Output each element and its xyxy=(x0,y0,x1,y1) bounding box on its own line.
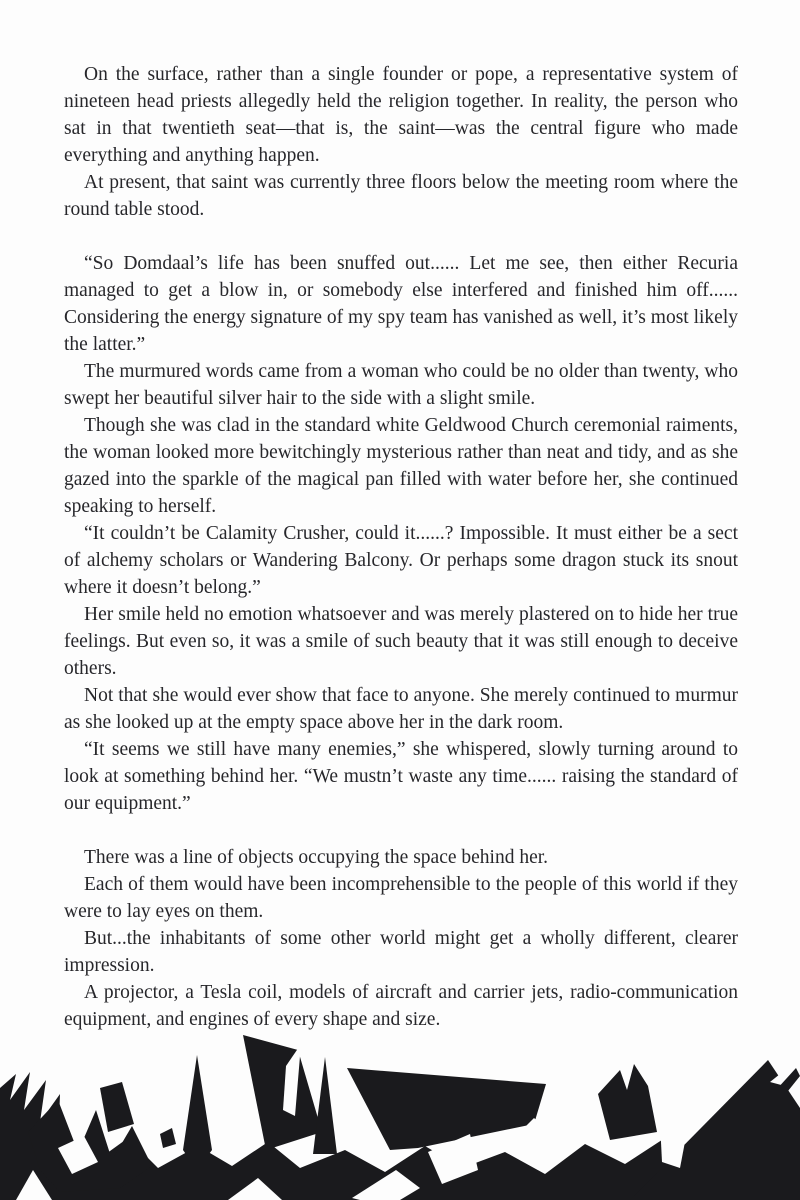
paragraph: “It seems we still have many enemies,” she whispered, slowly turning around to look at something behind her. “We mustn’t waste any time...... raising the standard of our equipment.” xyxy=(64,739,738,814)
paragraph: Her smile held no emotion whatsoever and was merely plastered on to hide her true feelings. But even so, it was a smile of such beauty that it was still enough to deceive others. xyxy=(64,604,738,679)
paragraph: The murmured words came from a woman who could be no older than twenty, who swept her beautiful silver hair to the side with a slight smile. xyxy=(64,361,738,409)
paragraph: At present, that saint was currently three floors below the meeting room where the round table stood. xyxy=(64,172,738,220)
page-text xyxy=(64,61,738,1033)
paragraph: On the surface, rather than a single founder or pope, a representative system of nineteen head priests allegedly held the religion together. In reality, the person who sat in that twentieth seat—that is, the saint—was the central figure who made everything and anything happen. xyxy=(64,64,738,166)
paragraph: But...the inhabitants of some other world might get a wholly different, clearer impression. xyxy=(64,928,738,976)
paragraph: Not that she would ever show that face to anyone. She merely continued to murmur as she looked up at the empty space above her in the dark room. xyxy=(64,685,738,733)
paragraph: Though she was clad in the standard white Geldwood Church ceremonial raiments, the woman looked more bewitchingly mysterious rather than neat and tidy, and as she gazed into the sparkle of the magical pan filled with water before her, she continued speaking to herself. xyxy=(64,415,738,517)
paragraph: A projector, a Tesla coil, models of aircraft and carrier jets, radio-communication equipment, and engines of every shape and size. xyxy=(64,982,738,1030)
paragraph: “It couldn’t be Calamity Crusher, could it......? Impossible. It must either be a sect of alchemy scholars or Wandering Balcony. Or perhaps some dragon stuck its snout where it doesn’t belong.” xyxy=(64,523,738,598)
paragraph: There was a line of objects occupying the space behind her. xyxy=(84,847,549,868)
paragraph: Each of them would have been incomprehensible to the people of this world if they were to lay eyes on them. xyxy=(64,874,738,922)
paragraph: “So Domdaal’s life has been snuffed out...... Let me see, then either Recuria managed to get a blow in, or somebody else interfered and finished him off...... Considering the energy signature of my spy team has vanished as well, it’s most likely the latter.” xyxy=(64,253,738,355)
shattered-ink-graphic xyxy=(0,1030,800,1200)
